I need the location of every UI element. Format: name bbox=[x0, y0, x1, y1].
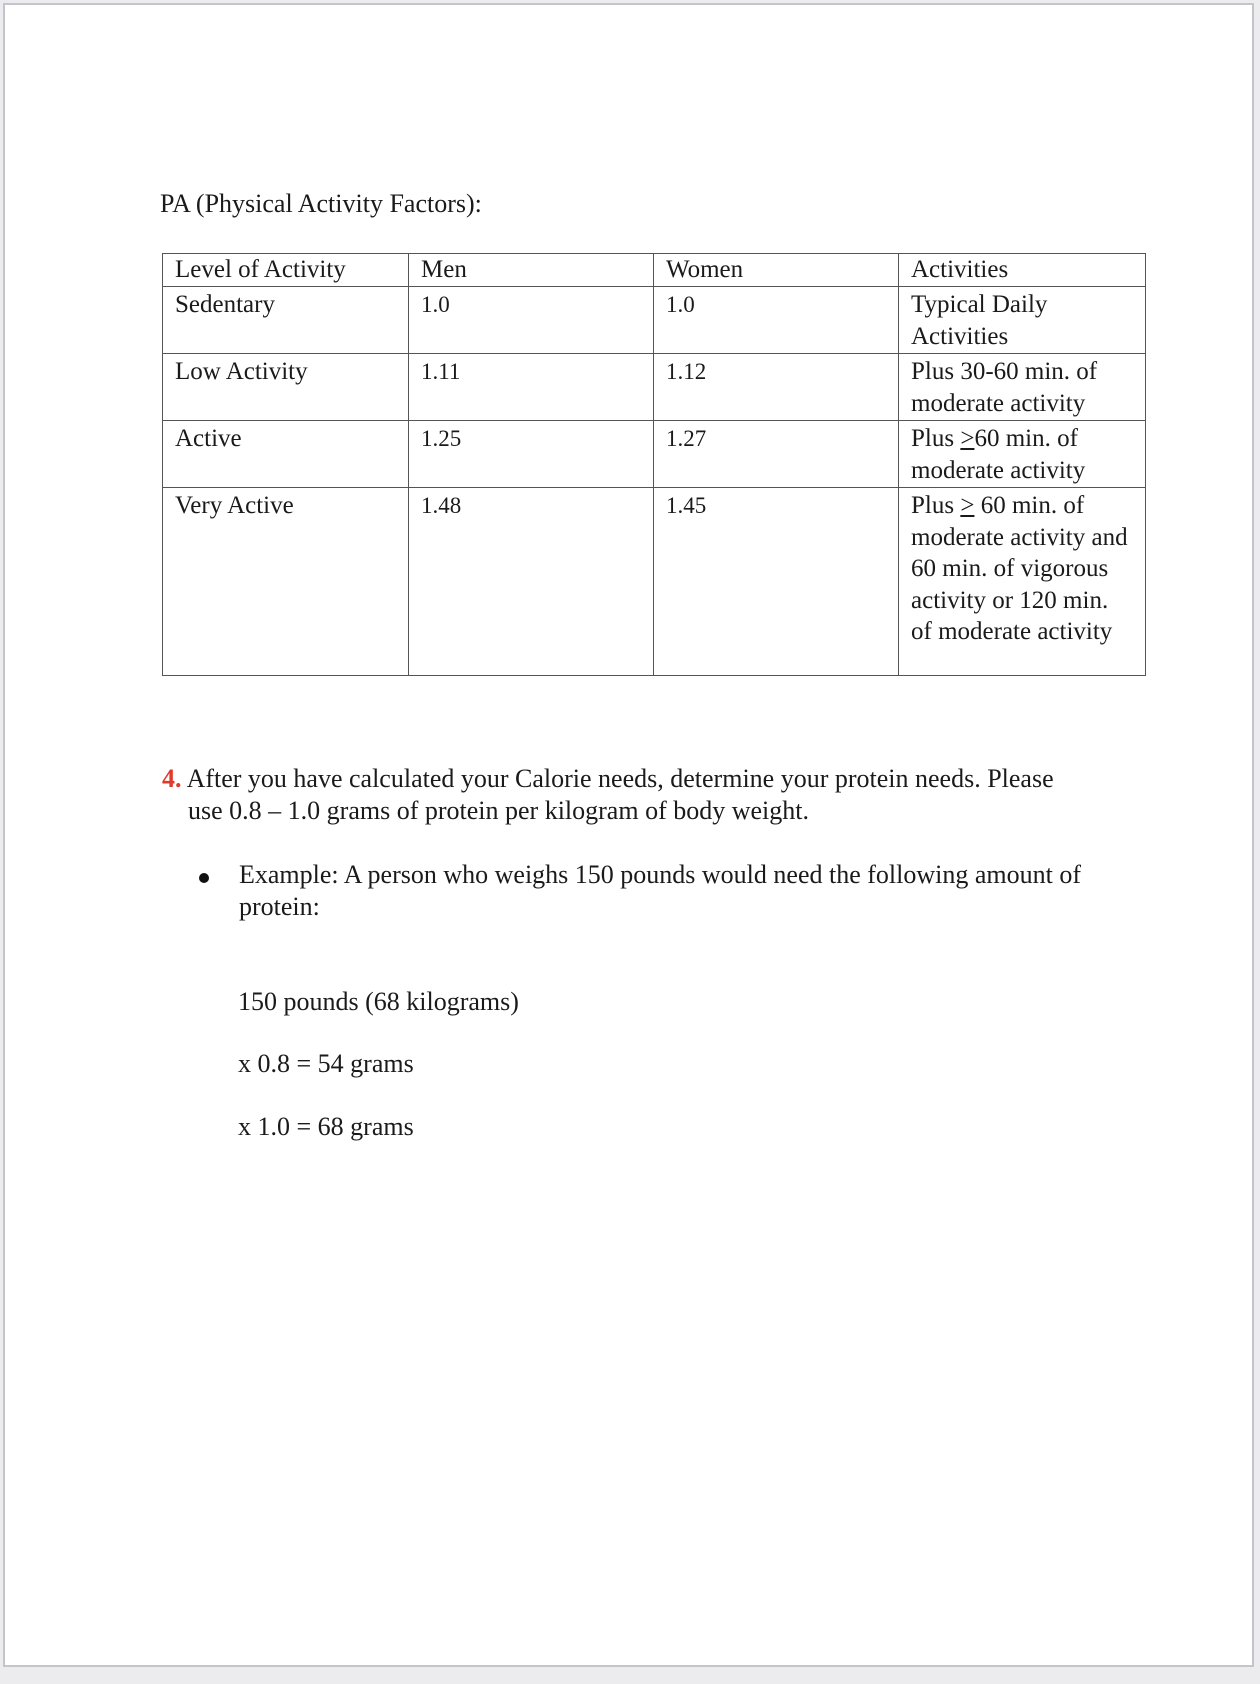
activities-prefix: Plus bbox=[911, 425, 961, 452]
greater-equal-symbol: > bbox=[960, 492, 975, 519]
question-4 bbox=[162, 763, 1152, 827]
cell-women: 1.27 bbox=[654, 421, 899, 488]
calc-line-high: x 1.0 = 68 grams bbox=[238, 1112, 414, 1141]
question-line-1: After you have calculated your Calorie needs, determine your protein needs. Please bbox=[181, 764, 1054, 793]
cell-activities: Plus 30-60 min. of moderate activity bbox=[899, 354, 1146, 421]
cell-men: 1.48 bbox=[409, 488, 654, 676]
table-row bbox=[163, 354, 1146, 421]
cell-activities bbox=[899, 421, 1146, 488]
example-text: Example: A person who weighs 150 pounds would need the following amount of protein: bbox=[239, 860, 1082, 921]
calc-line-low: x 0.8 = 54 grams bbox=[238, 1049, 414, 1078]
cell-men: 1.25 bbox=[409, 421, 654, 488]
cell-men: 1.0 bbox=[409, 287, 654, 354]
question-number: 4. bbox=[162, 764, 182, 793]
table-row bbox=[163, 421, 1146, 488]
greater-equal-symbol: > bbox=[960, 425, 975, 452]
header-women: Women bbox=[654, 254, 899, 287]
cell-level: Very Active bbox=[163, 488, 409, 676]
cell-women: 1.12 bbox=[654, 354, 899, 421]
question-line-2: use 0.8 – 1.0 grams of protein per kilogram of body weight. bbox=[188, 796, 809, 825]
example-bullet bbox=[195, 859, 1155, 923]
table-row bbox=[163, 287, 1146, 354]
header-level: Level of Activity bbox=[163, 254, 409, 287]
section-title: PA (Physical Activity Factors): bbox=[160, 189, 482, 218]
cell-activities bbox=[899, 488, 1146, 676]
activities-suffix: 60 min. of moderate activity bbox=[911, 425, 1086, 484]
cell-level: Sedentary bbox=[163, 287, 409, 354]
physical-activity-table bbox=[162, 253, 1146, 676]
cell-level: Low Activity bbox=[163, 354, 409, 421]
table-row bbox=[163, 488, 1146, 676]
activities-prefix: Plus bbox=[911, 492, 961, 519]
header-activities: Activities bbox=[899, 254, 1146, 287]
activities-suffix: 60 min. of moderate activity and 60 min. of vigorous activity or 120 min. of moderate activity bbox=[911, 492, 1128, 645]
cell-level: Active bbox=[163, 421, 409, 488]
bullet-icon bbox=[199, 873, 209, 883]
table-header-row bbox=[163, 254, 1146, 287]
document-page bbox=[3, 3, 1254, 1667]
cell-men: 1.11 bbox=[409, 354, 654, 421]
header-men: Men bbox=[409, 254, 654, 287]
calc-line-weight: 150 pounds (68 kilograms) bbox=[238, 987, 519, 1016]
cell-women: 1.45 bbox=[654, 488, 899, 676]
cell-activities: Typical Daily Activities bbox=[899, 287, 1146, 354]
cell-women: 1.0 bbox=[654, 287, 899, 354]
